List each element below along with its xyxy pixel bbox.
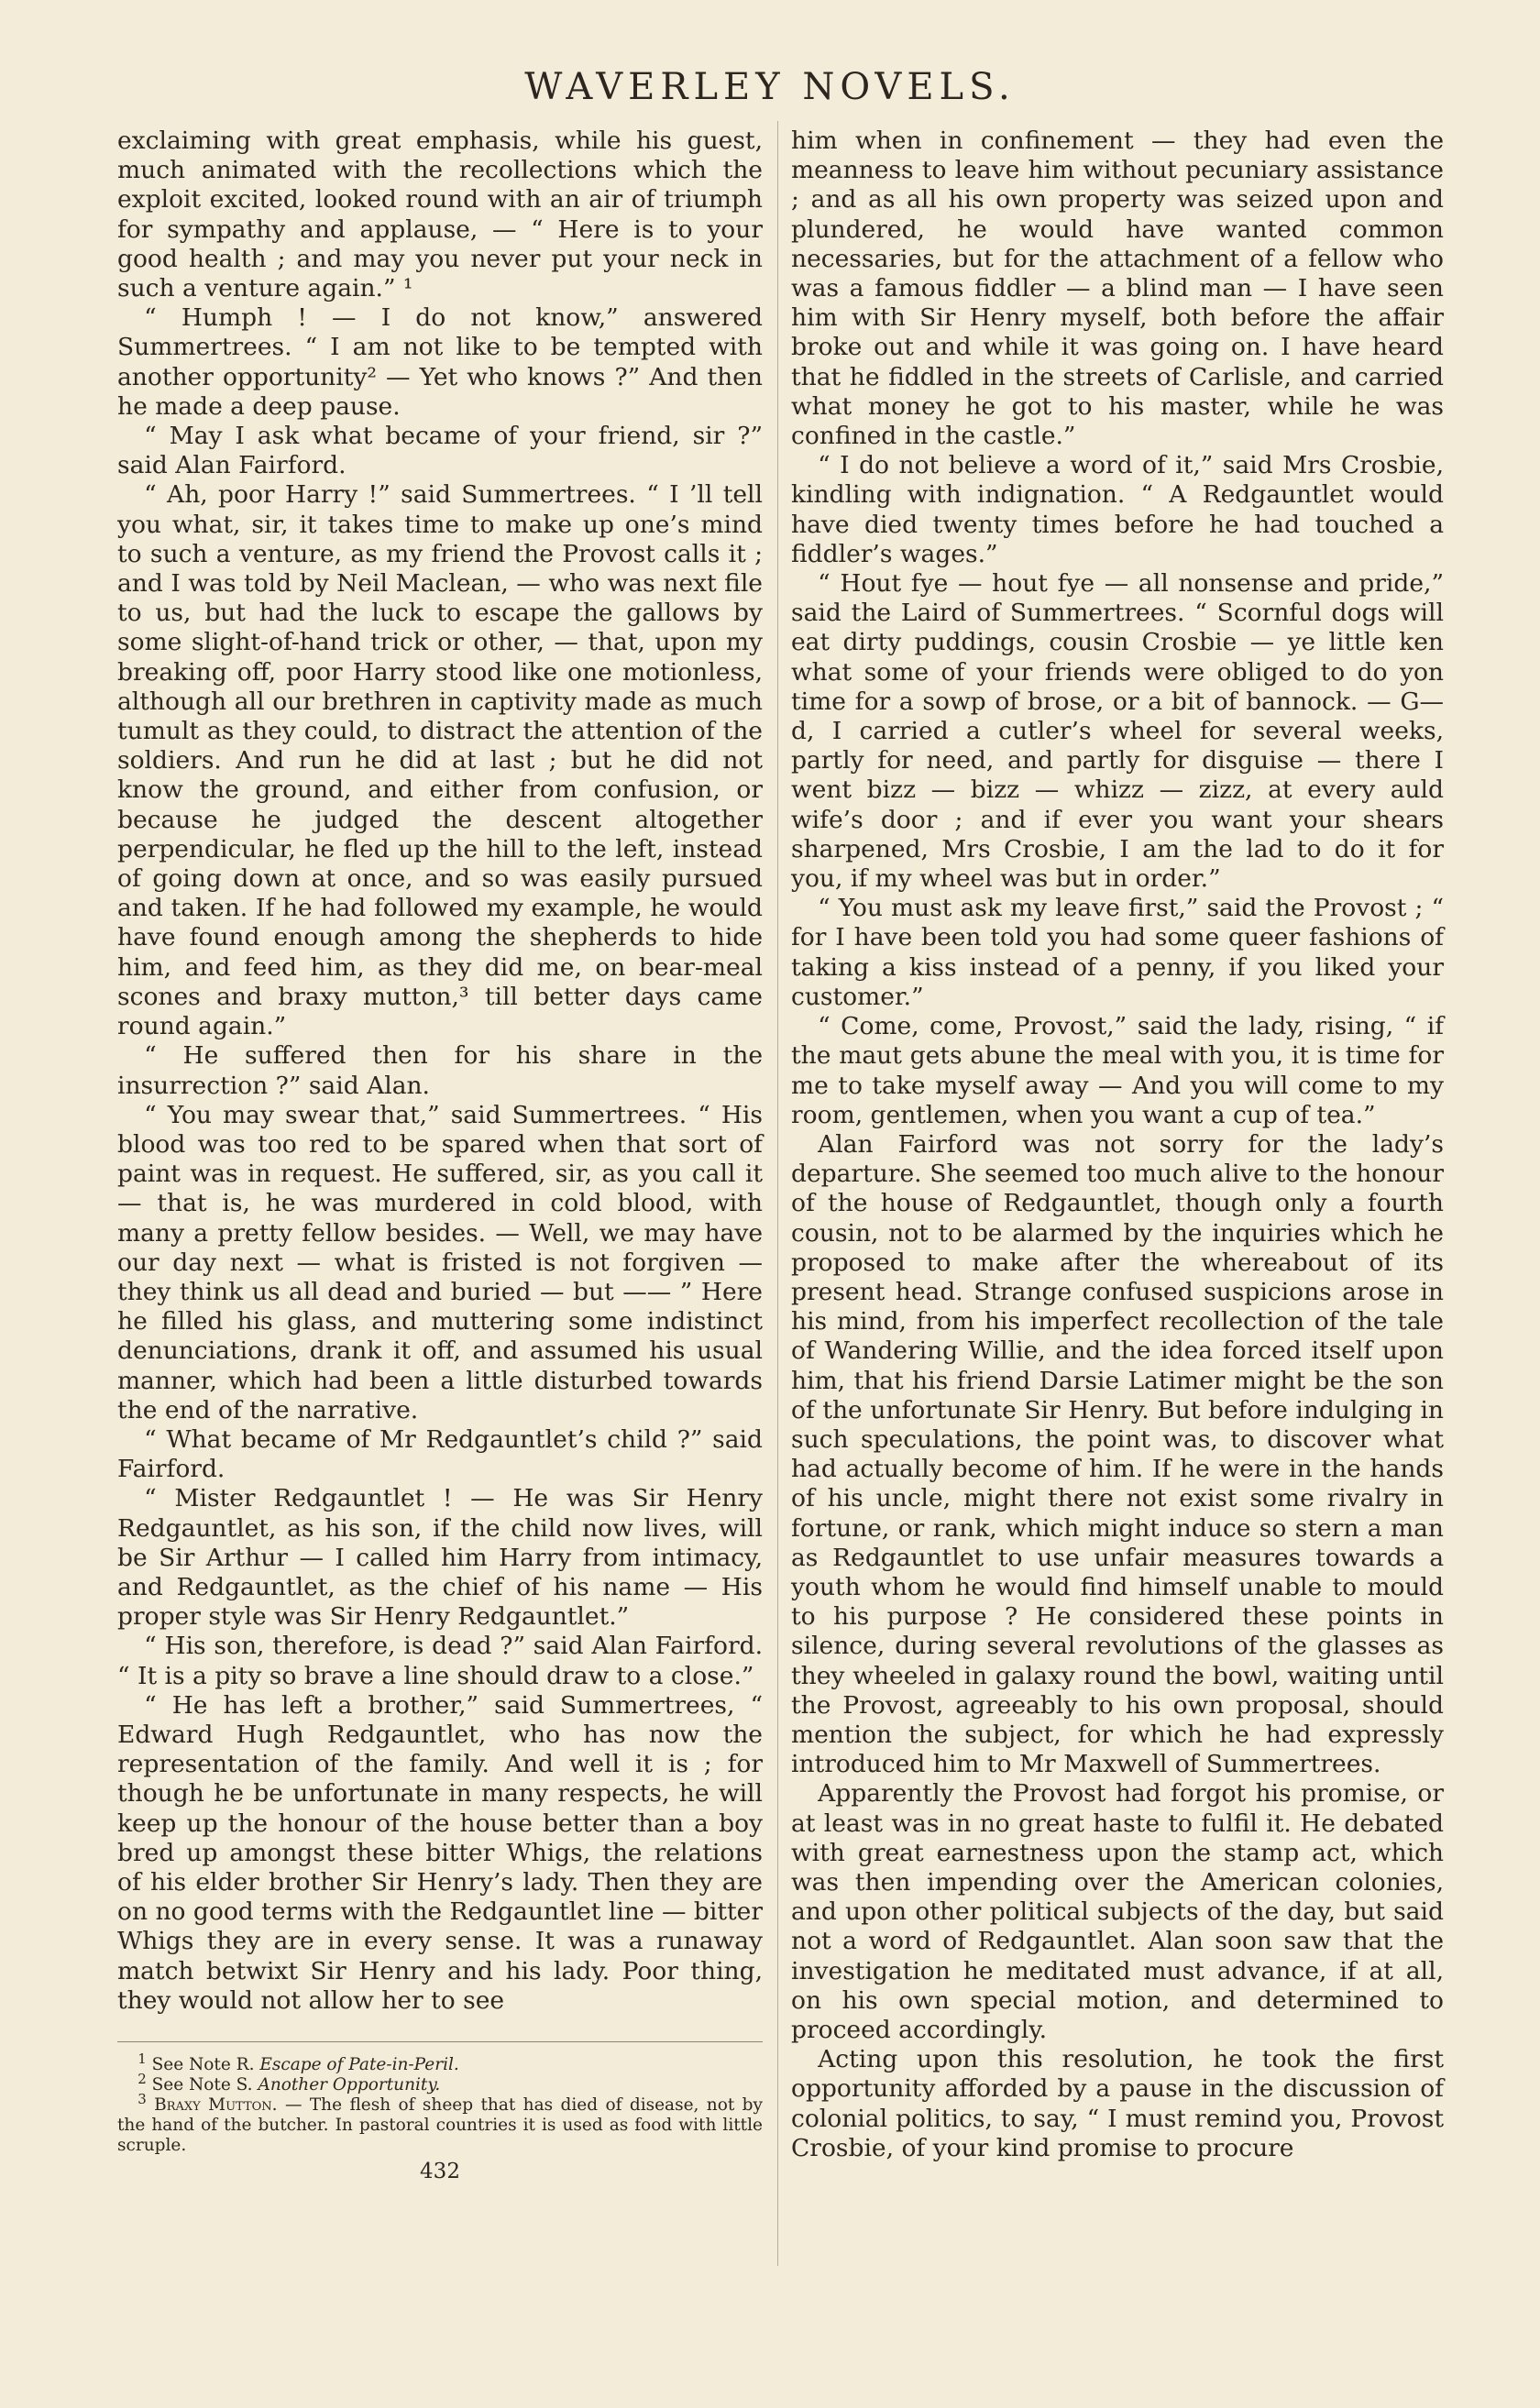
footnote-mark: 2 [138,2070,147,2087]
footnote-prefix: Braxy Mutton. [154,2095,278,2115]
left-column [117,126,763,2016]
footnote-rest: — The flesh of sheep that has died of disease, not by the hand of the butcher. In pastoral countries it is used as food with little scruple. [117,2095,763,2155]
paragraph: Apparently the Provost had forgot his promise, or at least was in no great haste to fulfil it. He debated with great earnestness upon the stamp act, which was then impending over the American colonies, and upon other political subjects of the day, but said not a word of Redgauntlet. Alan soon saw that the investigation he meditated must advance, if at all, on his own special motion, and determined to proceed accordingly. [791,1779,1444,2044]
footnote-3 [117,2090,763,2156]
paragraph: “ You may swear that,” said Summertrees. “ His blood was too red to be spared when that sort of paint was in request. He suffered, sir, as you call it — that is, he was murdered in cold blood, with many a pretty fellow besides. — Well, we may have our day next — what is fristed is not forgiven — they think us all dead and buried — but —— ” Here he filled his glass, and muttering some indistinct denunciations, drank it off, and assumed his usual manner, which had been a little disturbed towards the end of the narrative. [117,1100,763,1424]
footnote-title: Another Opportunity. [258,2075,441,2095]
paragraph: him when in confinement — they had even the meanness to leave him without pecuniary assistance ; and as all his own property was seized upon and plundered, he would have wanted common necessaries, but for the attachment of a fellow who was a famous fiddler — a blind man — I have seen him with Sir Henry myself, both before the affair broke out and while it was going on. I have heard that he fiddled in the streets of Carlisle, and carried what money he got to his master, while he was confined in the castle.” [791,126,1444,451]
footnote-mark: 3 [138,2090,147,2107]
paragraph: exclaiming with great emphasis, while his guest, much animated with the recollections which the exploit excited, looked round with an air of triumph for sympathy and applause, — “ Here is to your good health ; and may you never put your neck in such a venture again.” ¹ [117,126,763,303]
footnote-rule [117,2041,763,2042]
paragraph: “ His son, therefore, is dead ?” said Alan Fairford. “ It is a pity so brave a line should draw to a close.” [117,1632,763,1690]
footnote-prefix: See Note S. [151,2075,253,2095]
paragraph: “ What became of Mr Redgauntlet’s child ?” said Fairford. [117,1424,763,1484]
paragraph: “ Come, come, Provost,” said the lady, rising, “ if the maut gets abune the meal with you, it is time for me to take myself away — And you will come to my room, gentlemen, when you want a cup of tea.” [791,1012,1444,1129]
running-header: WAVERLEY NOVELS. [524,66,1016,108]
paragraph: “ Hout fye — hout fye — all nonsense and pride,” said the Laird of Summertrees. “ Scornful dogs will eat dirty puddings, cousin Crosbie — ye little ken what some of your friends were obliged to do yon time for a sowp of brose, or a bit of bannock. — G—d, I carried a cutler’s wheel for several weeks, partly for need, and partly for disguise — there I went bizz — bizz — whizz — zizz, at every auld wife’s door ; and if ever you want your shears sharpened, Mrs Crosbie, I am the lad to do it for you, if my wheel was but in order.” [791,569,1444,894]
paragraph: Alan Fairford was not sorry for the lady’s departure. She seemed too much alive to the honour of the house of Redgauntlet, though only a fourth cousin, not to be alarmed by the inquiries which he proposed to make after the whereabout of its present head. Strange confused suspicions arose in his mind, from his imperfect recollection of the tale of Wandering Willie, and the idea forced itself upon him, that his friend Darsie Latimer might be the son of the unfortunate Sir Henry. But before indulging in such speculations, the point was, to discover what had actually become of him. If he were in the hands of his uncle, might there not exist some rivalry in fortune, or rank, which might induce so stern a man as Redgauntlet to use unfair measures towards a youth whom he would find himself unable to mould to his purpose ? He considered these points in silence, during several revolutions of the glasses as they wheeled in galaxy round the bowl, waiting until the Provost, agreeably to his own proposal, should mention the subject, for which he had expressly introduced him to Mr Maxwell of Summertrees. [791,1129,1444,1779]
paragraph: “ May I ask what became of your friend, sir ?” said Alan Fairford. [117,422,763,480]
paragraph: “ He suffered then for his share in the insurrection ?” said Alan. [117,1041,763,1100]
footnote-2 [117,2070,763,2095]
paragraph: “ Mister Redgauntlet ! — He was Sir Henry Redgauntlet, as his son, if the child now lives, will be Sir Arthur — I called him Harry from intimacy, and Redgauntlet, as the chief of his name — His proper style was Sir Henry Redgauntlet.” [117,1484,763,1632]
column-divider [777,121,778,2266]
paragraph: “ He has left a brother,” said Summertrees, “ Edward Hugh Redgauntlet, who has now the representation of the family. And well it is ; for though he be unfortunate in many respects, he will keep up the honour of the house better than a boy bred up amongst these bitter Whigs, the relations of his elder brother Sir Henry’s lady. Then they are on no good terms with the Redgauntlet line — bitter Whigs they are in every sense. It was a runaway match betwixt Sir Henry and his lady. Poor thing, they would not allow her to see [117,1690,763,2015]
paragraph: “ You must ask my leave first,” said the Provost ; “ for I have been told you had some queer fashions of taking a kiss instead of a penny, if you liked your customer.” [791,894,1444,1011]
paragraph: “ Humph ! — I do not know,” answered Summertrees. “ I am not like to be tempted with another opportunity² — Yet who knows ?” And then he made a deep pause. [117,303,763,421]
footnote-mark: 1 [138,2050,147,2067]
footnotes [117,2050,763,2156]
paragraph: Acting upon this resolution, he took the first opportunity afforded by a pause in the discussion of colonial politics, to say, “ I must remind you, Provost Crosbie, of your kind promise to procure [791,2045,1444,2162]
footnote-title: Escape of Pate-in-Peril. [259,2055,459,2074]
page-number: 432 [420,2160,460,2183]
paragraph: “ I do not believe a word of it,” said Mrs Crosbie, kindling with indignation. “ A Redgauntlet would have died twenty times before he had touched a fiddler’s wages.” [791,451,1444,568]
footnote-prefix: See Note R. [151,2055,255,2074]
right-column [791,126,1444,2163]
footnote-1 [117,2050,763,2075]
paragraph: “ Ah, poor Harry !” said Summertrees. “ I ’ll tell you what, sir, it takes time to make up one’s mind to such a venture, as my friend the Provost calls it ; and I was told by Neil Maclean, — who was next file to us, but had the luck to escape the gallows by some slight-of-hand trick or other, — that, upon my breaking off, poor Harry stood like one motionless, although all our brethren in captivity made as much tumult as they could, to distract the attention of the soldiers. And run he did at last ; but he did not know the ground, and either from confusion, or because he judged the descent altogether perpendicular, he fled up the hill to the left, instead of going down at once, and so was easily pursued and taken. If he had followed my example, he would have found enough among the shepherds to hide him, and feed him, as they did me, on bear-meal scones and braxy mutton,³ till better days came round again.” [117,480,763,1041]
